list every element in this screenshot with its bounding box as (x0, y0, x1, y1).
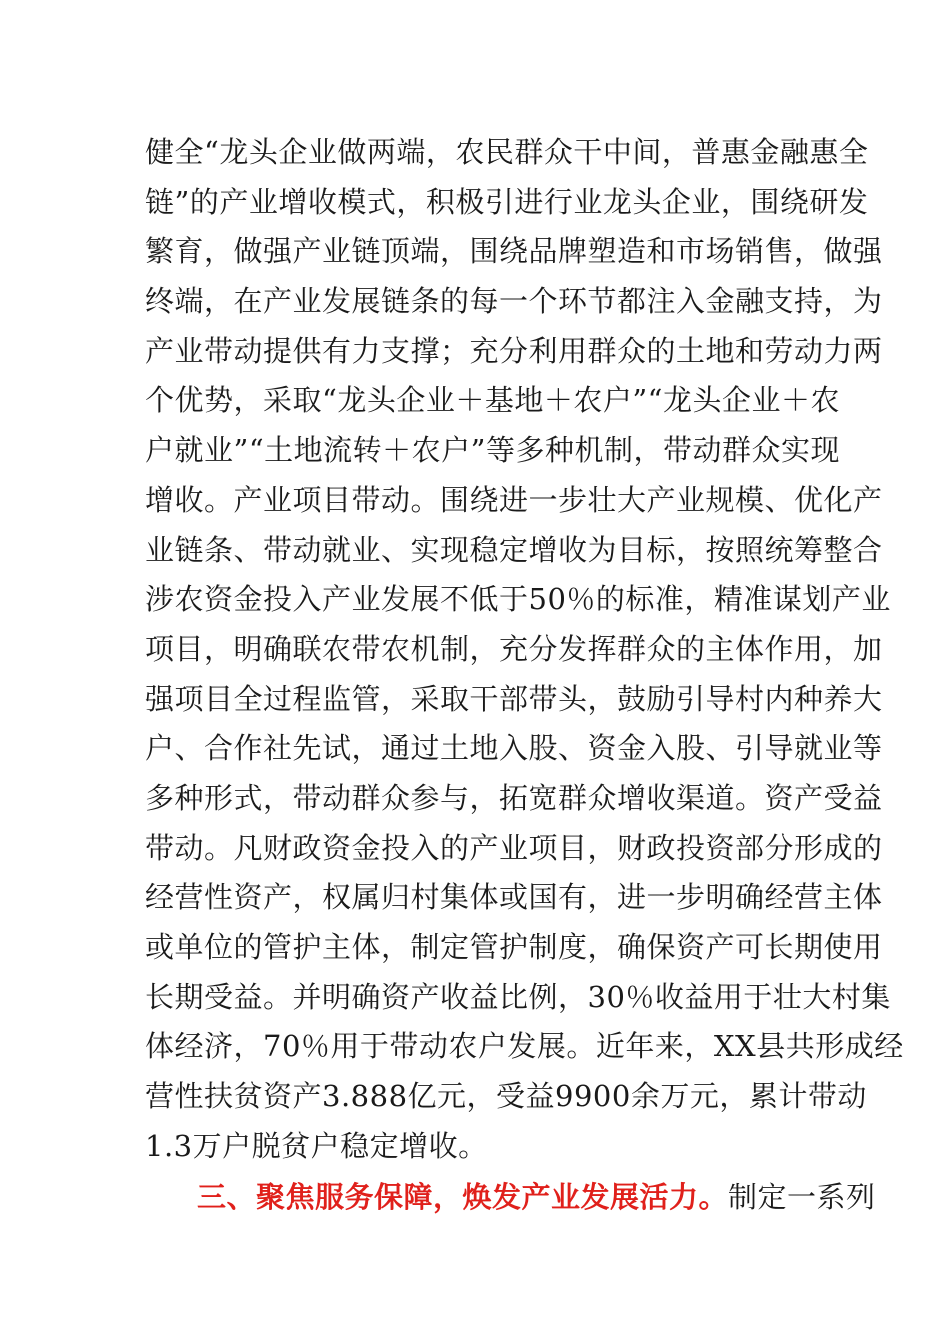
paragraph-line: 业链条、带动就业、实现稳定增收为目标，按照统筹整合 (145, 532, 883, 567)
paragraph-line: 涉农资金投入产业发展不低于50％的标准，精准谋划产业 (145, 582, 891, 617)
paragraph-line: 或单位的管护主体，制定管护制度，确保资产可长期使用 (145, 930, 883, 964)
paragraph-line: 健全“龙头企业做两端，农民群众干中间，普惠金融惠全 (145, 135, 869, 169)
paragraph-line: 链”的产业增收模式，积极引进行业龙头企业，围绕研发 (145, 184, 869, 219)
paragraph-line: 户、合作社先试，通过土地入股、资金入股、引导就业等 (145, 731, 883, 766)
paragraph-line: 多种形式，带动群众参与，拓宽群众增收渠道。资产受益 (145, 780, 883, 815)
paragraph-line: 项目，明确联农带农机制，充分发挥群众的主体作用，加 (145, 631, 883, 666)
paragraph-line: 户就业”“土地流转＋农户”等多种机制，带动群众实现 (145, 433, 840, 468)
paragraph-line: 体经济，70％用于带动农户发展。近年来，XX县共形成经 (145, 1029, 904, 1064)
paragraph-line: 终端，在产业发展链条的每一个环节都注入金融支持，为 (145, 284, 883, 319)
paragraph-line: 个优势，采取“龙头企业＋基地＋农户”“龙头企业＋农 (145, 383, 840, 418)
section-lead-text: 制定一系列 (728, 1180, 876, 1214)
paragraph-line: 繁育，做强产业链顶端，围绕品牌塑造和市场销售，做强 (145, 234, 883, 269)
paragraph-line: 营性扶贫资产3.888亿元，受益9900余万元，累计带动 (145, 1079, 867, 1114)
paragraph-line: 带动。凡财政资金投入的产业项目，财政投资部分形成的 (145, 830, 883, 865)
paragraph-line: 强项目全过程监管，采取干部带头，鼓励引导村内种养大 (145, 681, 883, 716)
section-three-line (145, 1171, 876, 1223)
paragraph-line: 经营性资产，权属归村集体或国有，进一步明确经营主体 (145, 880, 883, 915)
section-heading: 三、聚焦服务保障，焕发产业发展活力。 (197, 1180, 729, 1214)
paragraph-line: 长期受益。并明确资产收益比例，30％收益用于壮大村集 (145, 979, 891, 1014)
paragraph-line: 增收。产业项目带动。围绕进一步壮大产业规模、优化产 (145, 482, 883, 517)
paragraph-line: 产业带动提供有力支撑；充分利用群众的土地和劳动力两 (145, 333, 883, 368)
paragraph-line: 1.3万户脱贫户稳定增收。 (145, 1128, 488, 1163)
body-paragraph (145, 128, 904, 1171)
